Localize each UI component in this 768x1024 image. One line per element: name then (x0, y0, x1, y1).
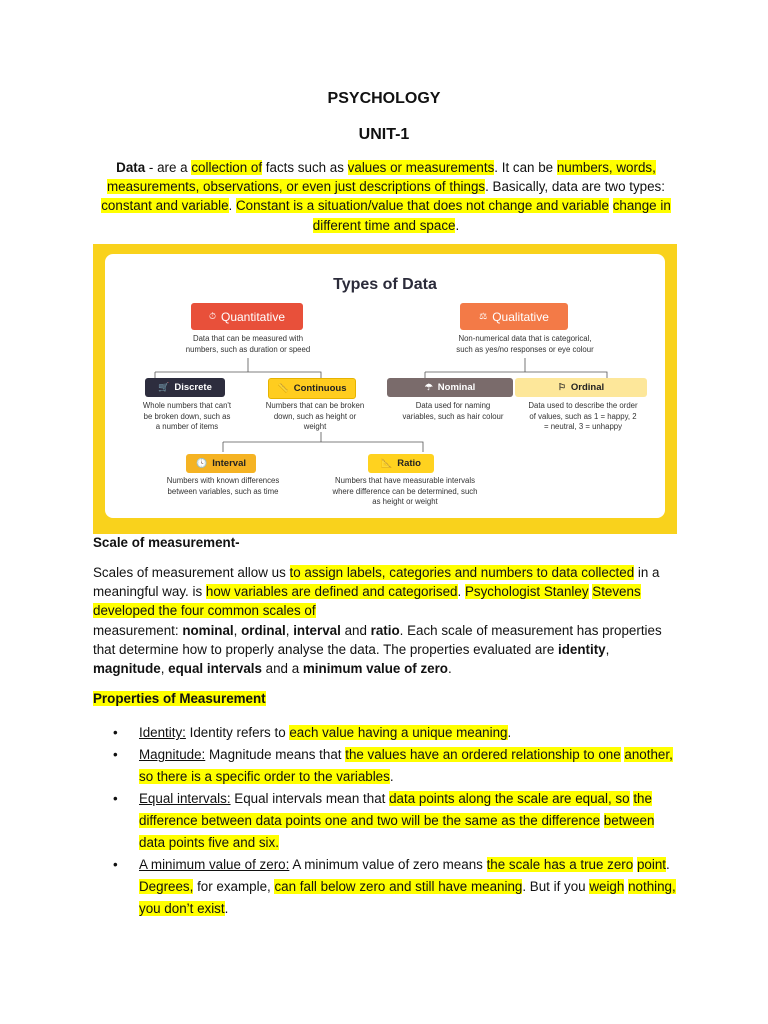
scale-text: , (160, 661, 169, 677)
property-term: Equal intervals: (139, 791, 231, 806)
intro-text: . (455, 217, 460, 233)
property-highlight: the values have an ordered relationship to one (345, 747, 621, 762)
people-icon: ☂ (424, 382, 433, 392)
property-text: Identity refers to (185, 725, 290, 740)
desc-line: between variables, such as time (167, 486, 279, 496)
desc-line: Numbers that have measurable intervals (335, 476, 475, 485)
property-text: . (224, 901, 229, 916)
continuous-desc (255, 401, 375, 433)
scale-keyword: interval (293, 622, 341, 638)
quantitative-desc (161, 334, 335, 355)
intro-paragraph (100, 158, 672, 235)
intro-text: facts such as (262, 160, 348, 175)
property-highlight: data points along the scale are equal, so (389, 791, 630, 806)
scale-text: . Each scale of measurement has properties that determine how to properly analyse the data. The properties evaluated are (93, 622, 662, 657)
property-text: Magnitude means that (205, 747, 346, 762)
intro-text: . (228, 198, 236, 214)
property-text: . (666, 857, 670, 872)
desc-line: of values, such as 1 = happy, 2 (529, 411, 637, 421)
scale-keyword: minimum value of zero (302, 661, 448, 677)
ordinal-box (515, 378, 647, 397)
property-highlight: weigh (589, 879, 625, 894)
desc-line: be broken down, such as (143, 411, 231, 421)
desc-line: where difference can be determined, such (332, 486, 478, 496)
property-text: . But if you (522, 879, 590, 894)
quantitative-box (191, 303, 303, 330)
nominal-label: Nominal (437, 382, 476, 393)
desc-line: = neutral, 3 = unhappy (543, 422, 623, 431)
property-highlight: can fall below zero and still have meaning (274, 879, 523, 894)
stopwatch-icon: ⏱ (208, 311, 216, 321)
intro-highlight: values or measurements (347, 160, 495, 175)
scale-highlight: Stevens developed the four common scales of (93, 584, 641, 619)
desc-line: as height or weight (372, 497, 438, 506)
property-highlight: nothing, you don’t exist (139, 879, 676, 916)
discrete-desc (127, 401, 247, 433)
scale-paragraph (93, 563, 678, 678)
nominal-box (387, 378, 513, 397)
intro-highlight: constant and variable (101, 198, 229, 214)
figure-card (105, 254, 665, 518)
figure-title: Types of Data (333, 276, 437, 293)
continuous-box (268, 378, 356, 399)
discrete-box (145, 378, 225, 397)
qualitative-box (460, 303, 568, 330)
scale-keyword: magnitude (93, 661, 161, 677)
property-highlight: each value having a unique meaning (289, 725, 508, 740)
property-term: A minimum value of zero: (139, 857, 290, 872)
desc-line: Non-numerical data that is categorical, (458, 334, 592, 343)
interval-label: Interval (212, 458, 246, 469)
scale-text: . (447, 661, 452, 677)
list-item-magnitude (93, 744, 678, 788)
property-highlight: the difference between data points one and two will be the same as the difference (139, 791, 652, 828)
scale-keyword: nominal (182, 622, 234, 638)
interval-box (186, 454, 256, 473)
nominal-desc (390, 401, 516, 422)
scale-highlight: how variables are defined and categorised (205, 584, 458, 600)
intro-highlight: measurements, observations, or even just descriptions of things (107, 179, 486, 195)
discrete-label: Discrete (174, 382, 212, 393)
desc-line: such as yes/no responses or eye colour (456, 344, 594, 354)
ruler-icon: 📏 (277, 383, 289, 393)
scale-keyword: ordinal (241, 622, 286, 638)
list-item-equal-intervals (93, 788, 678, 854)
intro-text: . Basically, data are two types: (485, 179, 665, 195)
qualitative-label: Qualitative (492, 309, 549, 324)
property-highlight: the scale has a true zero (486, 857, 634, 872)
qualitative-desc (425, 334, 625, 355)
scale-text: measurement: (93, 622, 183, 638)
desc-line: Data used to describe the order (528, 401, 638, 410)
property-term: Magnitude: (139, 747, 206, 762)
clock-icon: 🕓 (195, 458, 208, 468)
desc-line: Data used for naming (415, 401, 491, 410)
ratio-desc (307, 476, 503, 508)
scale-text: and a (261, 661, 303, 677)
scale-text: , (233, 622, 242, 638)
cart-icon: 🛒 (158, 382, 170, 392)
ruler-icon: 📐 (381, 458, 393, 468)
list-item-identity (93, 722, 678, 744)
properties-list (93, 722, 678, 920)
property-text: A minimum value of zero means (289, 857, 487, 872)
ordinal-desc (515, 401, 651, 433)
intro-highlight: change in different time and space (312, 198, 671, 233)
property-text: for example, (193, 879, 275, 894)
intro-highlight: collection of (191, 160, 263, 175)
scale-text: . (457, 584, 465, 600)
desc-line: Numbers with known differences (166, 476, 280, 485)
property-text: . (507, 725, 512, 740)
intro-text: . It can be (494, 160, 557, 175)
property-highlight: point (636, 857, 666, 872)
scale-keyword: equal intervals (168, 661, 262, 677)
scale-text: Scales of measurement allow us (93, 565, 290, 580)
intro-highlight: Constant is a situation/value that does not change and variable (235, 198, 609, 214)
properties-heading-text: Properties of Measurement (93, 691, 266, 706)
scale-text: in a meaningful way. is (93, 565, 660, 600)
property-highlight: another, so there is a specific order to the variables (139, 747, 673, 784)
scale-text: and (340, 622, 371, 638)
scale-highlight: to assign labels, categories and numbers to data collected (289, 565, 635, 580)
desc-line: weight (303, 422, 327, 431)
properties-heading (93, 691, 266, 706)
scale-keyword: identity (558, 641, 606, 657)
desc-line: Data that can be measured with (192, 334, 304, 343)
desc-line: down, such as height or (273, 411, 357, 421)
property-text: . (389, 769, 394, 784)
scale-highlight: Psychologist Stanley (464, 584, 589, 600)
desc-line: Whole numbers that can't (142, 401, 232, 410)
property-highlight: Degrees, (139, 879, 194, 894)
desc-line: Numbers that can be broken (265, 401, 365, 410)
ratio-label: Ratio (397, 458, 421, 469)
property-term: Identity: (139, 725, 186, 740)
intro-highlight: numbers, words, (556, 160, 656, 175)
document-title: PSYCHOLOGY (327, 90, 441, 107)
intro-text: - are a (145, 160, 192, 175)
list-item-minimum-zero (93, 854, 678, 920)
scale-text: , (285, 622, 294, 638)
interval-desc (151, 476, 295, 497)
unit-title: UNIT-1 (358, 126, 410, 143)
desc-line: numbers, such as duration or speed (185, 344, 311, 354)
ranking-icon: ⚐ (557, 382, 566, 392)
scale-icon: ⚖ (479, 311, 488, 321)
desc-line: variables, such as hair colour (402, 411, 504, 421)
intro-term: Data (116, 160, 146, 175)
ratio-box (368, 454, 434, 473)
continuous-label: Continuous (293, 383, 347, 394)
property-text: Equal intervals mean that (230, 791, 390, 806)
desc-line: a number of items (155, 422, 219, 431)
scale-keyword: ratio (370, 622, 400, 638)
quantitative-label: Quantitative (220, 309, 286, 324)
types-of-data-figure (93, 244, 677, 534)
property-highlight: between data points five and six. (139, 813, 655, 850)
ordinal-label: Ordinal (570, 382, 605, 393)
scale-text: , (605, 641, 610, 657)
scale-heading: Scale of measurement- (93, 535, 240, 550)
